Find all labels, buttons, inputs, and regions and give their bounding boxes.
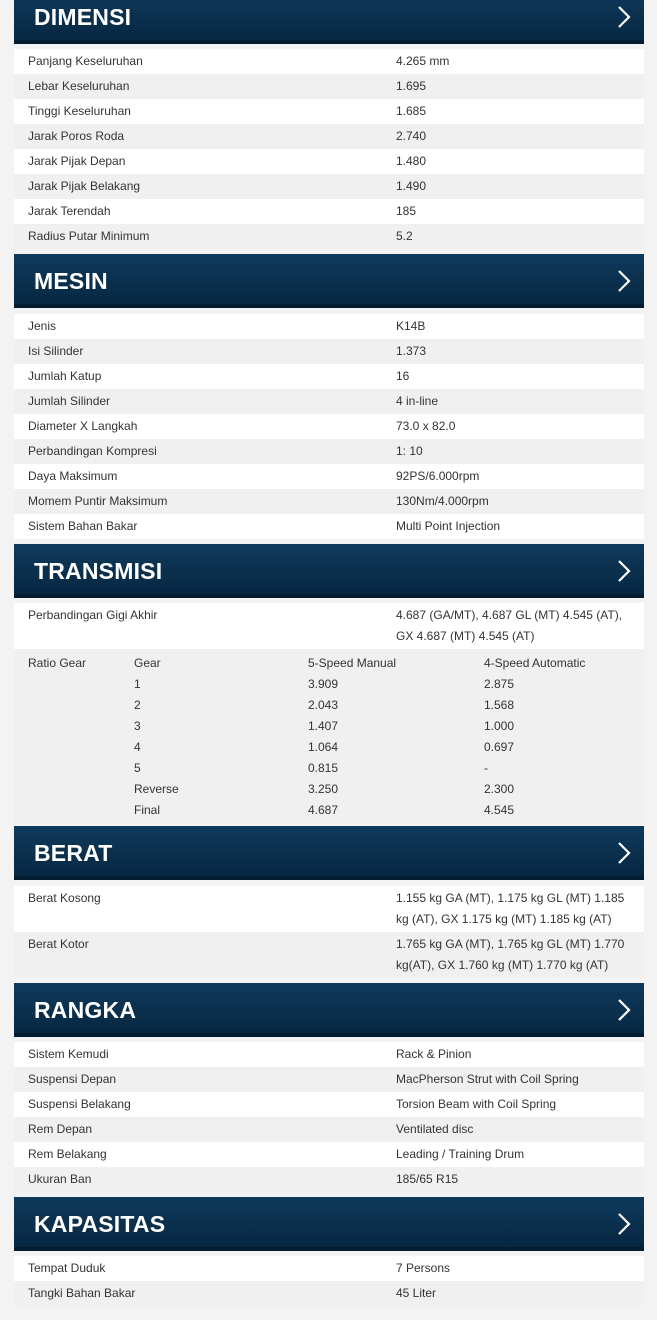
spec-value: 73.0 x 82.0: [396, 419, 456, 433]
gear-cell: 1.000: [484, 719, 515, 733]
section-title: RANGKA: [34, 997, 137, 1023]
spec-row: [14, 49, 644, 74]
spec-label: Sistem Kemudi: [28, 1047, 109, 1061]
gear-cell: Final: [134, 803, 161, 817]
chevron-right-icon[interactable]: [616, 269, 632, 293]
spec-row: [14, 1281, 644, 1306]
spec-value-line: 1.765 kg GA (MT), 1.765 kg GL (MT) 1.770: [396, 937, 625, 951]
spec-row: [14, 174, 644, 199]
spec-row: [14, 514, 644, 539]
spec-row: [14, 339, 644, 364]
spec-label: Perbandingan Kompresi: [28, 444, 157, 458]
section-title: DIMENSI: [34, 4, 132, 30]
spec-value: 1.480: [396, 154, 427, 168]
spec-value: 1: 10: [396, 444, 423, 458]
spec-value: [396, 934, 636, 976]
spec-label: Perbandingan Gigi Akhir: [28, 608, 158, 622]
spec-row: [14, 439, 644, 464]
spec-value: 4.265 mm: [396, 54, 450, 68]
spec-value: MacPherson Strut with Coil Spring: [396, 1072, 579, 1086]
spec-label: Jumlah Katup: [28, 369, 102, 383]
spec-label: Panjang Keseluruhan: [28, 54, 143, 68]
gear-header: 4-Speed Automatic: [484, 656, 586, 670]
chevron-right-icon[interactable]: [616, 998, 632, 1022]
spec-label: Ukuran Ban: [28, 1172, 92, 1186]
spec-row: [14, 489, 644, 514]
section-header-berat[interactable]: [14, 826, 644, 880]
spec-value-line: kg (AT), GX 1.175 kg (MT) 1.185 kg (AT): [396, 912, 612, 926]
spec-label: Momem Puntir Maksimum: [28, 494, 168, 508]
spec-value: 185/65 R15: [396, 1172, 459, 1186]
spec-label: Rem Belakang: [28, 1147, 107, 1161]
gear-cell: 5: [134, 761, 141, 775]
spec-label: Suspensi Belakang: [28, 1097, 131, 1111]
spec-value: 4 in-line: [396, 394, 439, 408]
spec-row: [14, 224, 644, 249]
spec-value: 92PS/6.000rpm: [396, 469, 480, 483]
spec-row: [14, 932, 644, 978]
chevron-right-icon[interactable]: [616, 1212, 632, 1236]
gear-cell: Reverse: [134, 782, 179, 796]
spec-row: [14, 886, 644, 932]
spec-value: 1.490: [396, 179, 427, 193]
spec-row: [14, 1067, 644, 1092]
spec-label: Lebar Keseluruhan: [28, 79, 130, 93]
spec-label: Berat Kosong: [28, 891, 101, 905]
spec-value: 7 Persons: [396, 1261, 451, 1275]
gear-header: 5-Speed Manual: [308, 656, 397, 670]
spec-value: [396, 888, 636, 930]
chevron-right-icon[interactable]: [616, 841, 632, 865]
spec-value-line: kg(AT), GX 1.760 kg (MT) 1.770 kg (AT): [396, 958, 609, 972]
spec-row: [14, 364, 644, 389]
spec-label: Jarak Pijak Depan: [28, 154, 126, 168]
spec-label: Rem Depan: [28, 1122, 93, 1136]
spec-value-line: 1.155 kg GA (MT), 1.175 kg GL (MT) 1.185: [396, 891, 625, 905]
gear-cell: 2.043: [308, 698, 339, 712]
spec-label: Suspensi Depan: [28, 1072, 117, 1086]
gear-cell: 2: [134, 698, 141, 712]
spec-row: [14, 124, 644, 149]
spec-row: [14, 1117, 644, 1142]
section-title: KAPASITAS: [34, 1211, 166, 1237]
spec-value: 5.2: [396, 229, 413, 243]
gear-table-label: Ratio Gear: [28, 656, 87, 670]
gear-cell: -: [484, 761, 488, 775]
spec-row: [14, 74, 644, 99]
section-header-kapasitas[interactable]: [14, 1197, 644, 1251]
spec-label: Jarak Pijak Belakang: [28, 179, 141, 193]
gear-cell: 2.300: [484, 782, 515, 796]
section-title: TRANSMISI: [34, 558, 163, 584]
gear-cell: 1.568: [484, 698, 515, 712]
spec-label: Daya Maksimum: [28, 469, 118, 483]
spec-label: Jenis: [28, 319, 57, 333]
spec-label: Diameter X Langkah: [28, 419, 138, 433]
section-header-rangka[interactable]: [14, 983, 644, 1037]
spec-row: [14, 99, 644, 124]
spec-row: [14, 1042, 644, 1067]
spec-value: 1.685: [396, 104, 427, 118]
chevron-right-icon[interactable]: [616, 559, 632, 583]
spec-value-line: 4.687 (GA/MT), 4.687 GL (MT) 4.545 (AT),: [396, 608, 623, 622]
chevron-right-icon[interactable]: [616, 5, 632, 29]
gear-cell: 4: [134, 740, 141, 754]
spec-label: Isi Silinder: [28, 344, 84, 358]
gear-cell: 3.909: [308, 677, 339, 691]
spec-row: [14, 1256, 644, 1281]
gear-cell: 1: [134, 677, 141, 691]
spec-row: [14, 603, 644, 649]
gear-cell: 0.697: [484, 740, 515, 754]
spec-value: 1.373: [396, 344, 427, 358]
spec-value: 185: [396, 204, 417, 218]
gear-column: [134, 653, 179, 821]
spec-label: Tangki Bahan Bakar: [28, 1286, 136, 1300]
spec-label: Radius Putar Minimum: [28, 229, 150, 243]
spec-value: 45 Liter: [396, 1286, 437, 1300]
spec-label: Sistem Bahan Bakar: [28, 519, 138, 533]
gear-cell: 1.064: [308, 740, 339, 754]
gear-ratio-table: [14, 649, 644, 823]
spec-row: [14, 1142, 644, 1167]
spec-value: K14B: [396, 319, 426, 333]
automatic-column: [484, 653, 585, 821]
section-title: BERAT: [34, 840, 113, 866]
spec-value: Multi Point Injection: [396, 519, 501, 533]
spec-label: Tempat Duduk: [28, 1261, 106, 1275]
spec-row: [14, 1167, 644, 1192]
spec-value: 1.695: [396, 79, 427, 93]
gear-cell: 4.545: [484, 803, 515, 817]
spec-value: 130Nm/4.000rpm: [396, 494, 489, 508]
spec-value: Ventilated disc: [396, 1122, 474, 1136]
gear-cell: 1.407: [308, 719, 339, 733]
spec-label: Jarak Terendah: [28, 204, 111, 218]
spec-row: [14, 149, 644, 174]
spec-label: Jumlah Silinder: [28, 394, 111, 408]
gear-cell: 0.815: [308, 761, 339, 775]
section-header-mesin[interactable]: [14, 254, 644, 308]
spec-label: Tinggi Keseluruhan: [28, 104, 131, 118]
spec-label: Jarak Poros Roda: [28, 129, 125, 143]
spec-row: [14, 199, 644, 224]
gear-cell: 2.875: [484, 677, 515, 691]
gear-cell: 3: [134, 719, 141, 733]
spec-label: Berat Kotor: [28, 937, 89, 951]
spec-value: Torsion Beam with Coil Spring: [396, 1097, 557, 1111]
spec-value: Rack & Pinion: [396, 1047, 472, 1061]
spec-value: Leading / Training Drum: [396, 1147, 525, 1161]
spec-row: [14, 414, 644, 439]
spec-row: [14, 389, 644, 414]
gear-header: Gear: [134, 656, 161, 670]
spec-value-line: GX 4.687 (MT) 4.545 (AT): [396, 629, 535, 643]
spec-value: 2.740: [396, 129, 427, 143]
gear-cell: 4.687: [308, 803, 339, 817]
gear-cell: 3.250: [308, 782, 339, 796]
section-header-dimensi[interactable]: [14, 0, 644, 44]
spec-row: [14, 1092, 644, 1117]
spec-value: [396, 605, 636, 647]
manual-column: [308, 653, 396, 821]
section-header-transmisi[interactable]: [14, 544, 644, 598]
spec-value: 16: [396, 369, 410, 383]
spec-row: [14, 464, 644, 489]
section-title: MESIN: [34, 268, 108, 294]
spec-row: [14, 314, 644, 339]
